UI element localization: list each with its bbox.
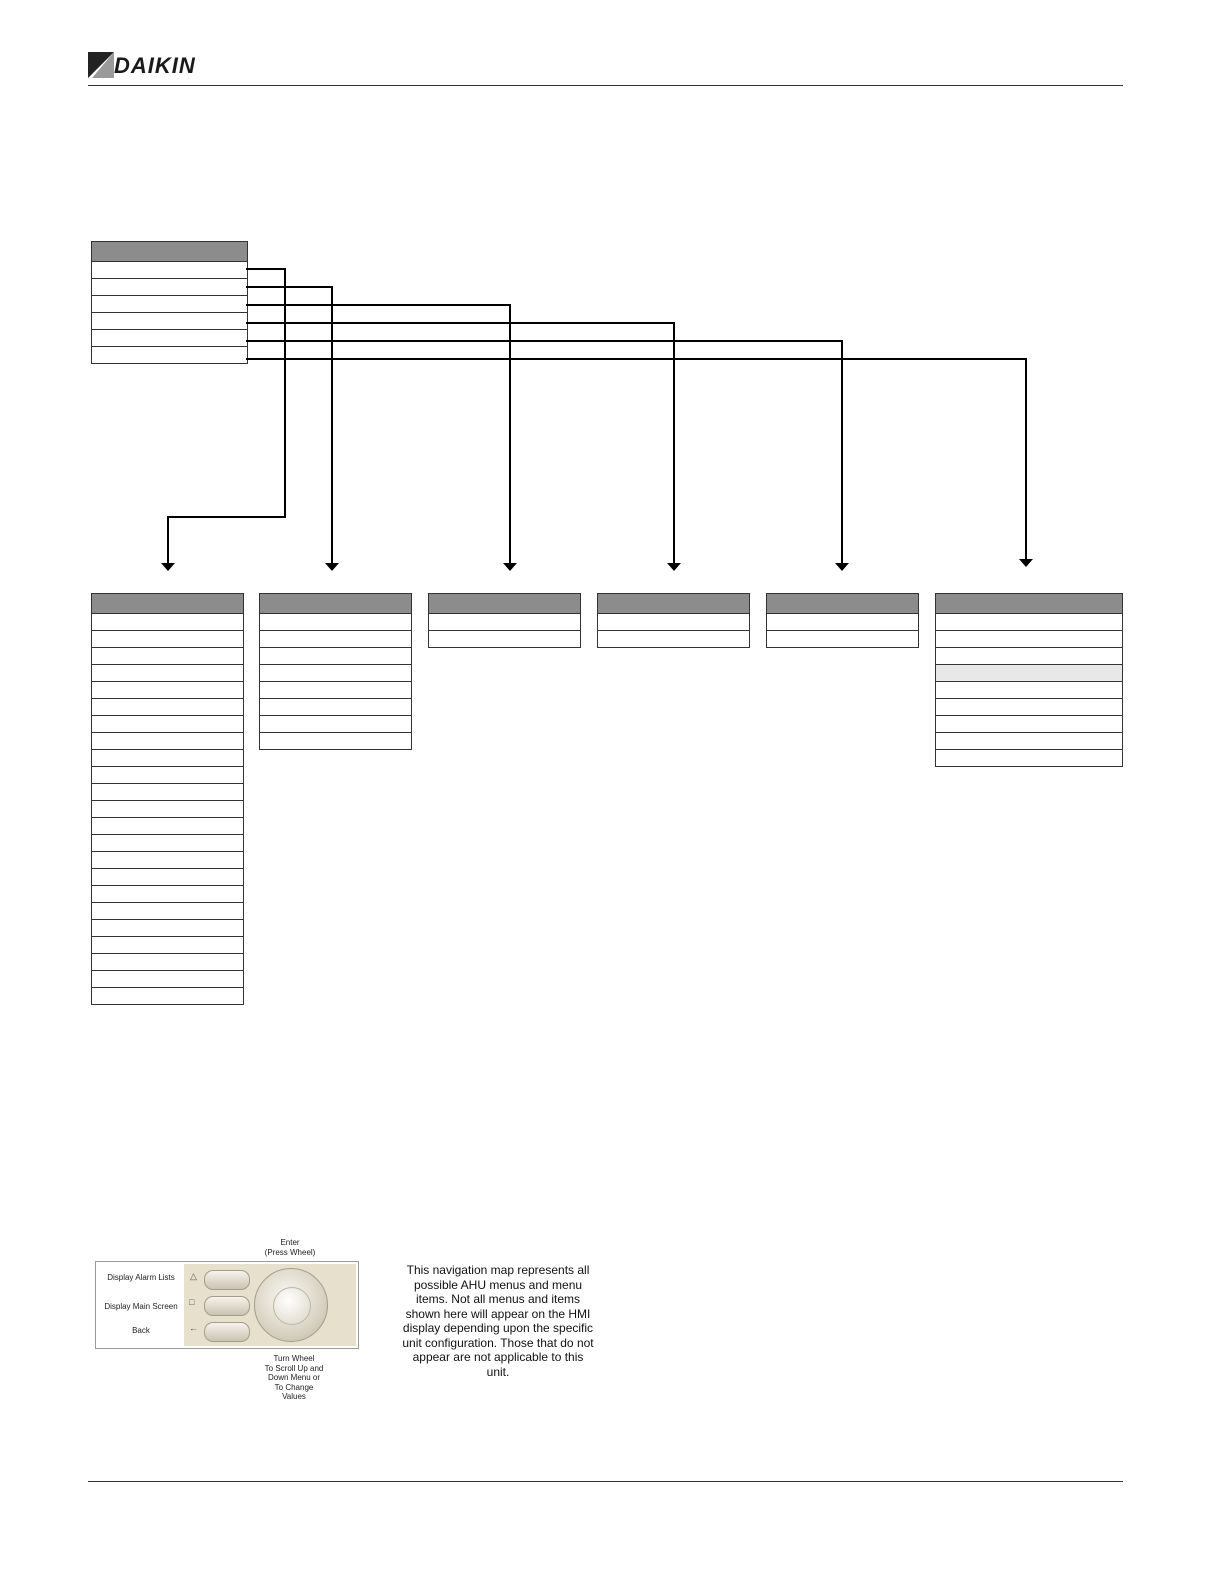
hmi-panel-image [95, 1261, 359, 1349]
arrowhead-6 [1019, 559, 1033, 567]
main-screen-button[interactable] [204, 1296, 250, 1316]
navigation-wheel[interactable] [254, 1268, 328, 1342]
connector-line-1 [168, 269, 285, 563]
arrowhead-5 [835, 563, 849, 571]
wheel-center [273, 1287, 311, 1325]
footer-rule [88, 1481, 1123, 1482]
connector-line-2 [246, 287, 332, 563]
back-button[interactable] [204, 1322, 250, 1342]
navigation-map-note: This navigation map represents all possible AHU menus and menu items. Not all menus and items shown here will appear on the HMI display depending upon the specific unit configuration. Those that do not appear are not applicable to this unit. [402, 1263, 594, 1379]
arrowhead-4 [667, 563, 681, 571]
back-arrow-icon: ← [189, 1323, 198, 1333]
arrowhead-2 [325, 563, 339, 571]
alarm-list-button[interactable] [204, 1270, 250, 1290]
enter-caption: Enter (Press Wheel) [264, 1238, 316, 1257]
display-main-screen-label: Display Main Screen [104, 1302, 178, 1311]
hmi-control-face [184, 1264, 356, 1346]
bell-icon: △ [190, 1271, 197, 1281]
connector-line-6 [246, 359, 1026, 559]
turn-wheel-caption: Turn Wheel To Scroll Up and Down Menu or To Change Values [264, 1354, 324, 1401]
screen-icon: □ [189, 1297, 195, 1307]
arrowhead-3 [503, 563, 517, 571]
arrowhead-1 [161, 563, 175, 571]
connector-line-5 [246, 341, 842, 563]
back-label: Back [132, 1326, 150, 1335]
logo-text: DAIKIN [114, 53, 196, 78]
display-alarm-lists-label: Display Alarm Lists [107, 1273, 175, 1282]
